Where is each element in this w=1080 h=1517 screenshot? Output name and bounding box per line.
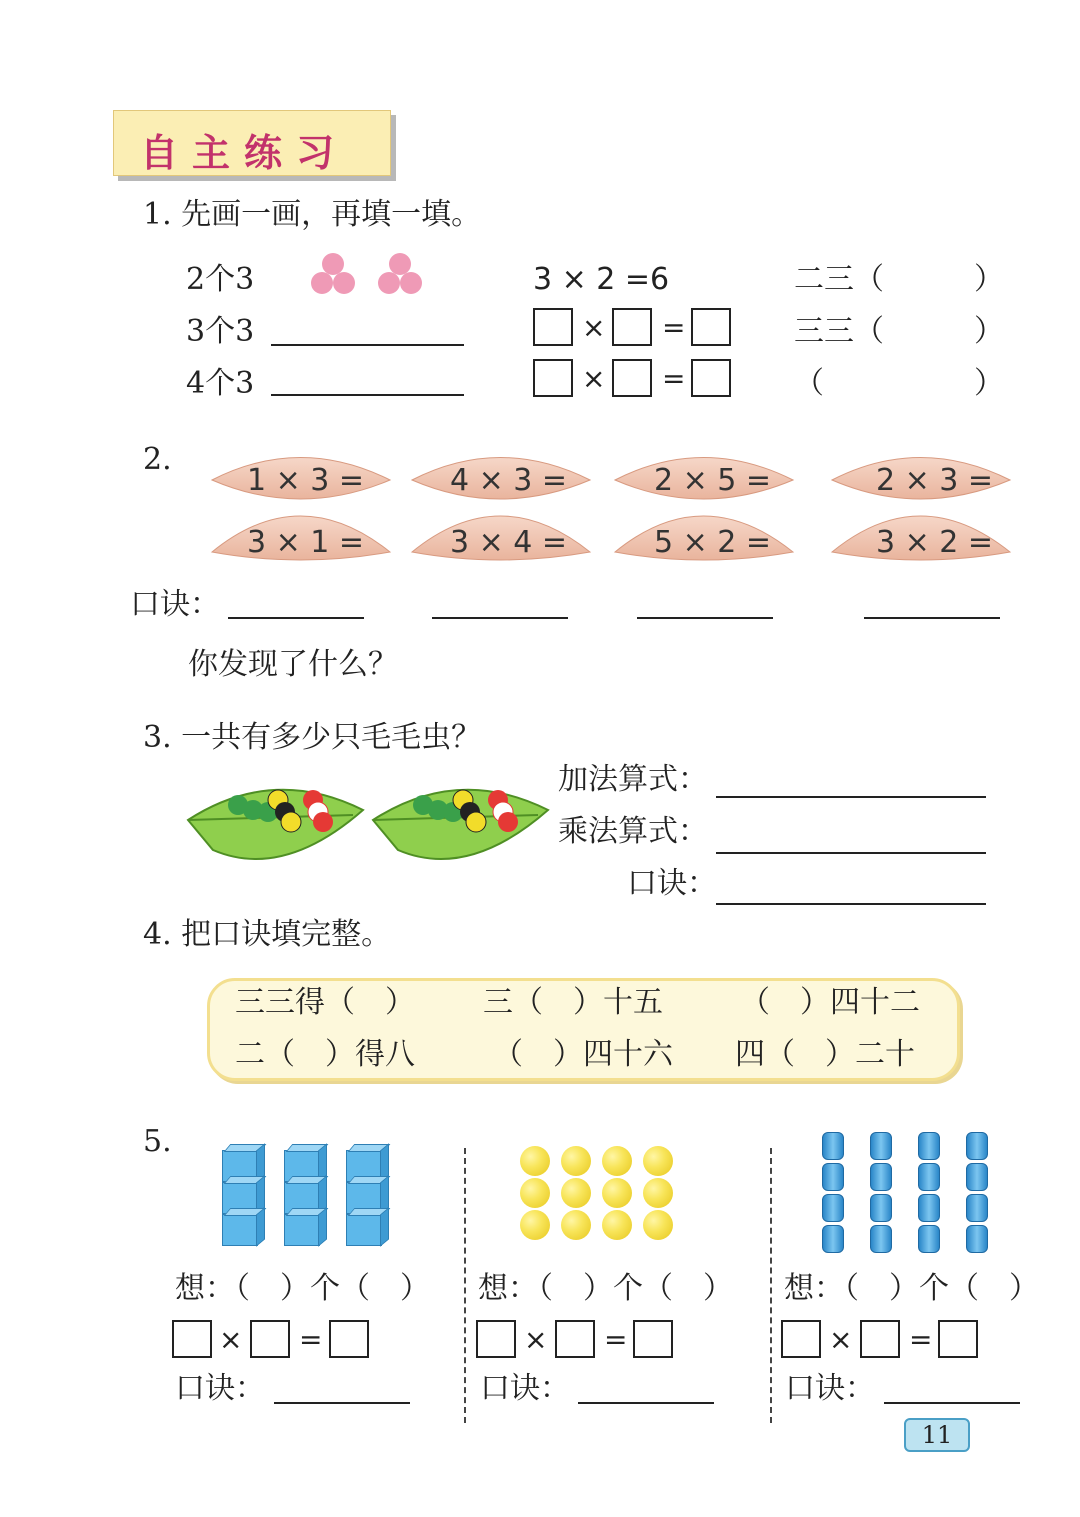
q4-item-6: 四（ ）二十 — [735, 1037, 915, 1072]
q5-b-box-3[interactable] — [633, 1320, 673, 1358]
caterpillars-on-leaves — [183, 770, 558, 865]
shell-4-bottom: 3 × 2 = — [876, 525, 994, 560]
q1-row1-koujue: 二三（ ） — [794, 262, 1004, 297]
q5-think-2: 想：（ ）个（ ） — [478, 1271, 733, 1306]
page-number: 11 — [904, 1418, 970, 1452]
section-title: 自主练习 — [140, 131, 349, 175]
q4-label: 4. 把口诀填完整。 — [143, 917, 392, 952]
q1-row3-box-2[interactable] — [612, 359, 652, 397]
shell-2-top: 4 × 3 = — [450, 463, 568, 498]
times-sign: × — [582, 362, 606, 395]
leaf-1 — [188, 790, 363, 859]
q3-koujue-blank[interactable] — [716, 903, 986, 905]
q5-think-1: 想：（ ）个（ ） — [175, 1271, 430, 1306]
q4-item-2: 三（ ）十五 — [483, 985, 663, 1020]
q4-item-5: （ ）四十六 — [493, 1037, 673, 1072]
q1-row3-left: 4个3 — [186, 366, 255, 401]
equals-sign: = — [604, 1323, 628, 1356]
q2-label: 2. — [143, 442, 172, 477]
shell-1-top: 1 × 3 = — [247, 463, 365, 498]
shell-1-bottom: 3 × 1 = — [247, 525, 365, 560]
divider-1 — [464, 1148, 466, 1423]
q1-row1-equation: 3 × 2 =6 — [533, 262, 670, 297]
q5-koujue-label-1: 口诀： — [175, 1371, 265, 1406]
leaf-2 — [373, 790, 548, 859]
q1-row2-box-1[interactable] — [533, 308, 573, 346]
q1-row2-blank[interactable] — [271, 344, 464, 346]
times-sign: × — [582, 311, 606, 344]
q1-row3-koujue: （ ） — [794, 366, 1004, 401]
q5-koujue-label-2: 口诀： — [480, 1371, 570, 1406]
equals-sign: = — [662, 311, 686, 344]
times-sign: × — [219, 1323, 243, 1356]
equals-sign: = — [909, 1323, 933, 1356]
q1-row2-left: 3个3 — [186, 314, 255, 349]
q1-label: 1. 先画一画，再填一填。 — [143, 197, 482, 232]
q5-label: 5. — [143, 1124, 172, 1159]
divider-2 — [770, 1148, 772, 1423]
q5-koujue-blank-1[interactable] — [274, 1402, 410, 1404]
q3-add-blank[interactable] — [716, 796, 986, 798]
shell-3-top: 2 × 5 = — [654, 463, 772, 498]
q1-row3-blank[interactable] — [271, 394, 464, 396]
q2-koujue-label: 口诀： — [130, 587, 220, 622]
q1-row3-box-3[interactable] — [691, 359, 731, 397]
q5-think-3: 想：（ ）个（ ） — [784, 1271, 1039, 1306]
q5-koujue-label-3: 口诀： — [785, 1371, 875, 1406]
q1-row3-box-1[interactable] — [533, 359, 573, 397]
q5-b-box-2[interactable] — [555, 1320, 595, 1358]
q2-koujue-blank-3[interactable] — [637, 617, 773, 619]
q5-koujue-blank-3[interactable] — [884, 1402, 1020, 1404]
q4-item-3: （ ）四十二 — [740, 985, 920, 1020]
q2-koujue-blank-4[interactable] — [864, 617, 1000, 619]
q5-a-box-2[interactable] — [250, 1320, 290, 1358]
q3-label: 3. 一共有多少只毛毛虫？ — [143, 720, 482, 755]
q3-add-label: 加法算式： — [558, 762, 708, 797]
q4-item-1: 三三得（ ） — [235, 985, 415, 1020]
q5-a-box-1[interactable] — [172, 1320, 212, 1358]
q1-row2-box-2[interactable] — [612, 308, 652, 346]
shell-4-top: 2 × 3 = — [876, 463, 994, 498]
q1-row2-koujue: 三三（ ） — [794, 314, 1004, 349]
q1-row1-left: 2个3 — [186, 262, 255, 297]
q4-item-4: 二（ ）得八 — [235, 1037, 415, 1072]
q1-row2-box-3[interactable] — [691, 308, 731, 346]
q2-question: 你发现了什么？ — [188, 647, 398, 682]
shell-3-bottom: 5 × 2 = — [654, 525, 772, 560]
q3-mul-label: 乘法算式： — [558, 814, 708, 849]
q3-koujue-label: 口诀： — [627, 866, 717, 901]
equals-sign: = — [662, 362, 686, 395]
times-sign: × — [829, 1323, 853, 1356]
q2-koujue-blank-1[interactable] — [228, 617, 364, 619]
q2-koujue-blank-2[interactable] — [432, 617, 568, 619]
q5-c-box-1[interactable] — [781, 1320, 821, 1358]
q5-c-box-2[interactable] — [860, 1320, 900, 1358]
q5-b-box-1[interactable] — [476, 1320, 516, 1358]
shell-2-bottom: 3 × 4 = — [450, 525, 568, 560]
q5-a-box-3[interactable] — [329, 1320, 369, 1358]
times-sign: × — [524, 1323, 548, 1356]
q3-mul-blank[interactable] — [716, 852, 986, 854]
q5-c-box-3[interactable] — [938, 1320, 978, 1358]
q5-koujue-blank-2[interactable] — [578, 1402, 714, 1404]
equals-sign: = — [299, 1323, 323, 1356]
